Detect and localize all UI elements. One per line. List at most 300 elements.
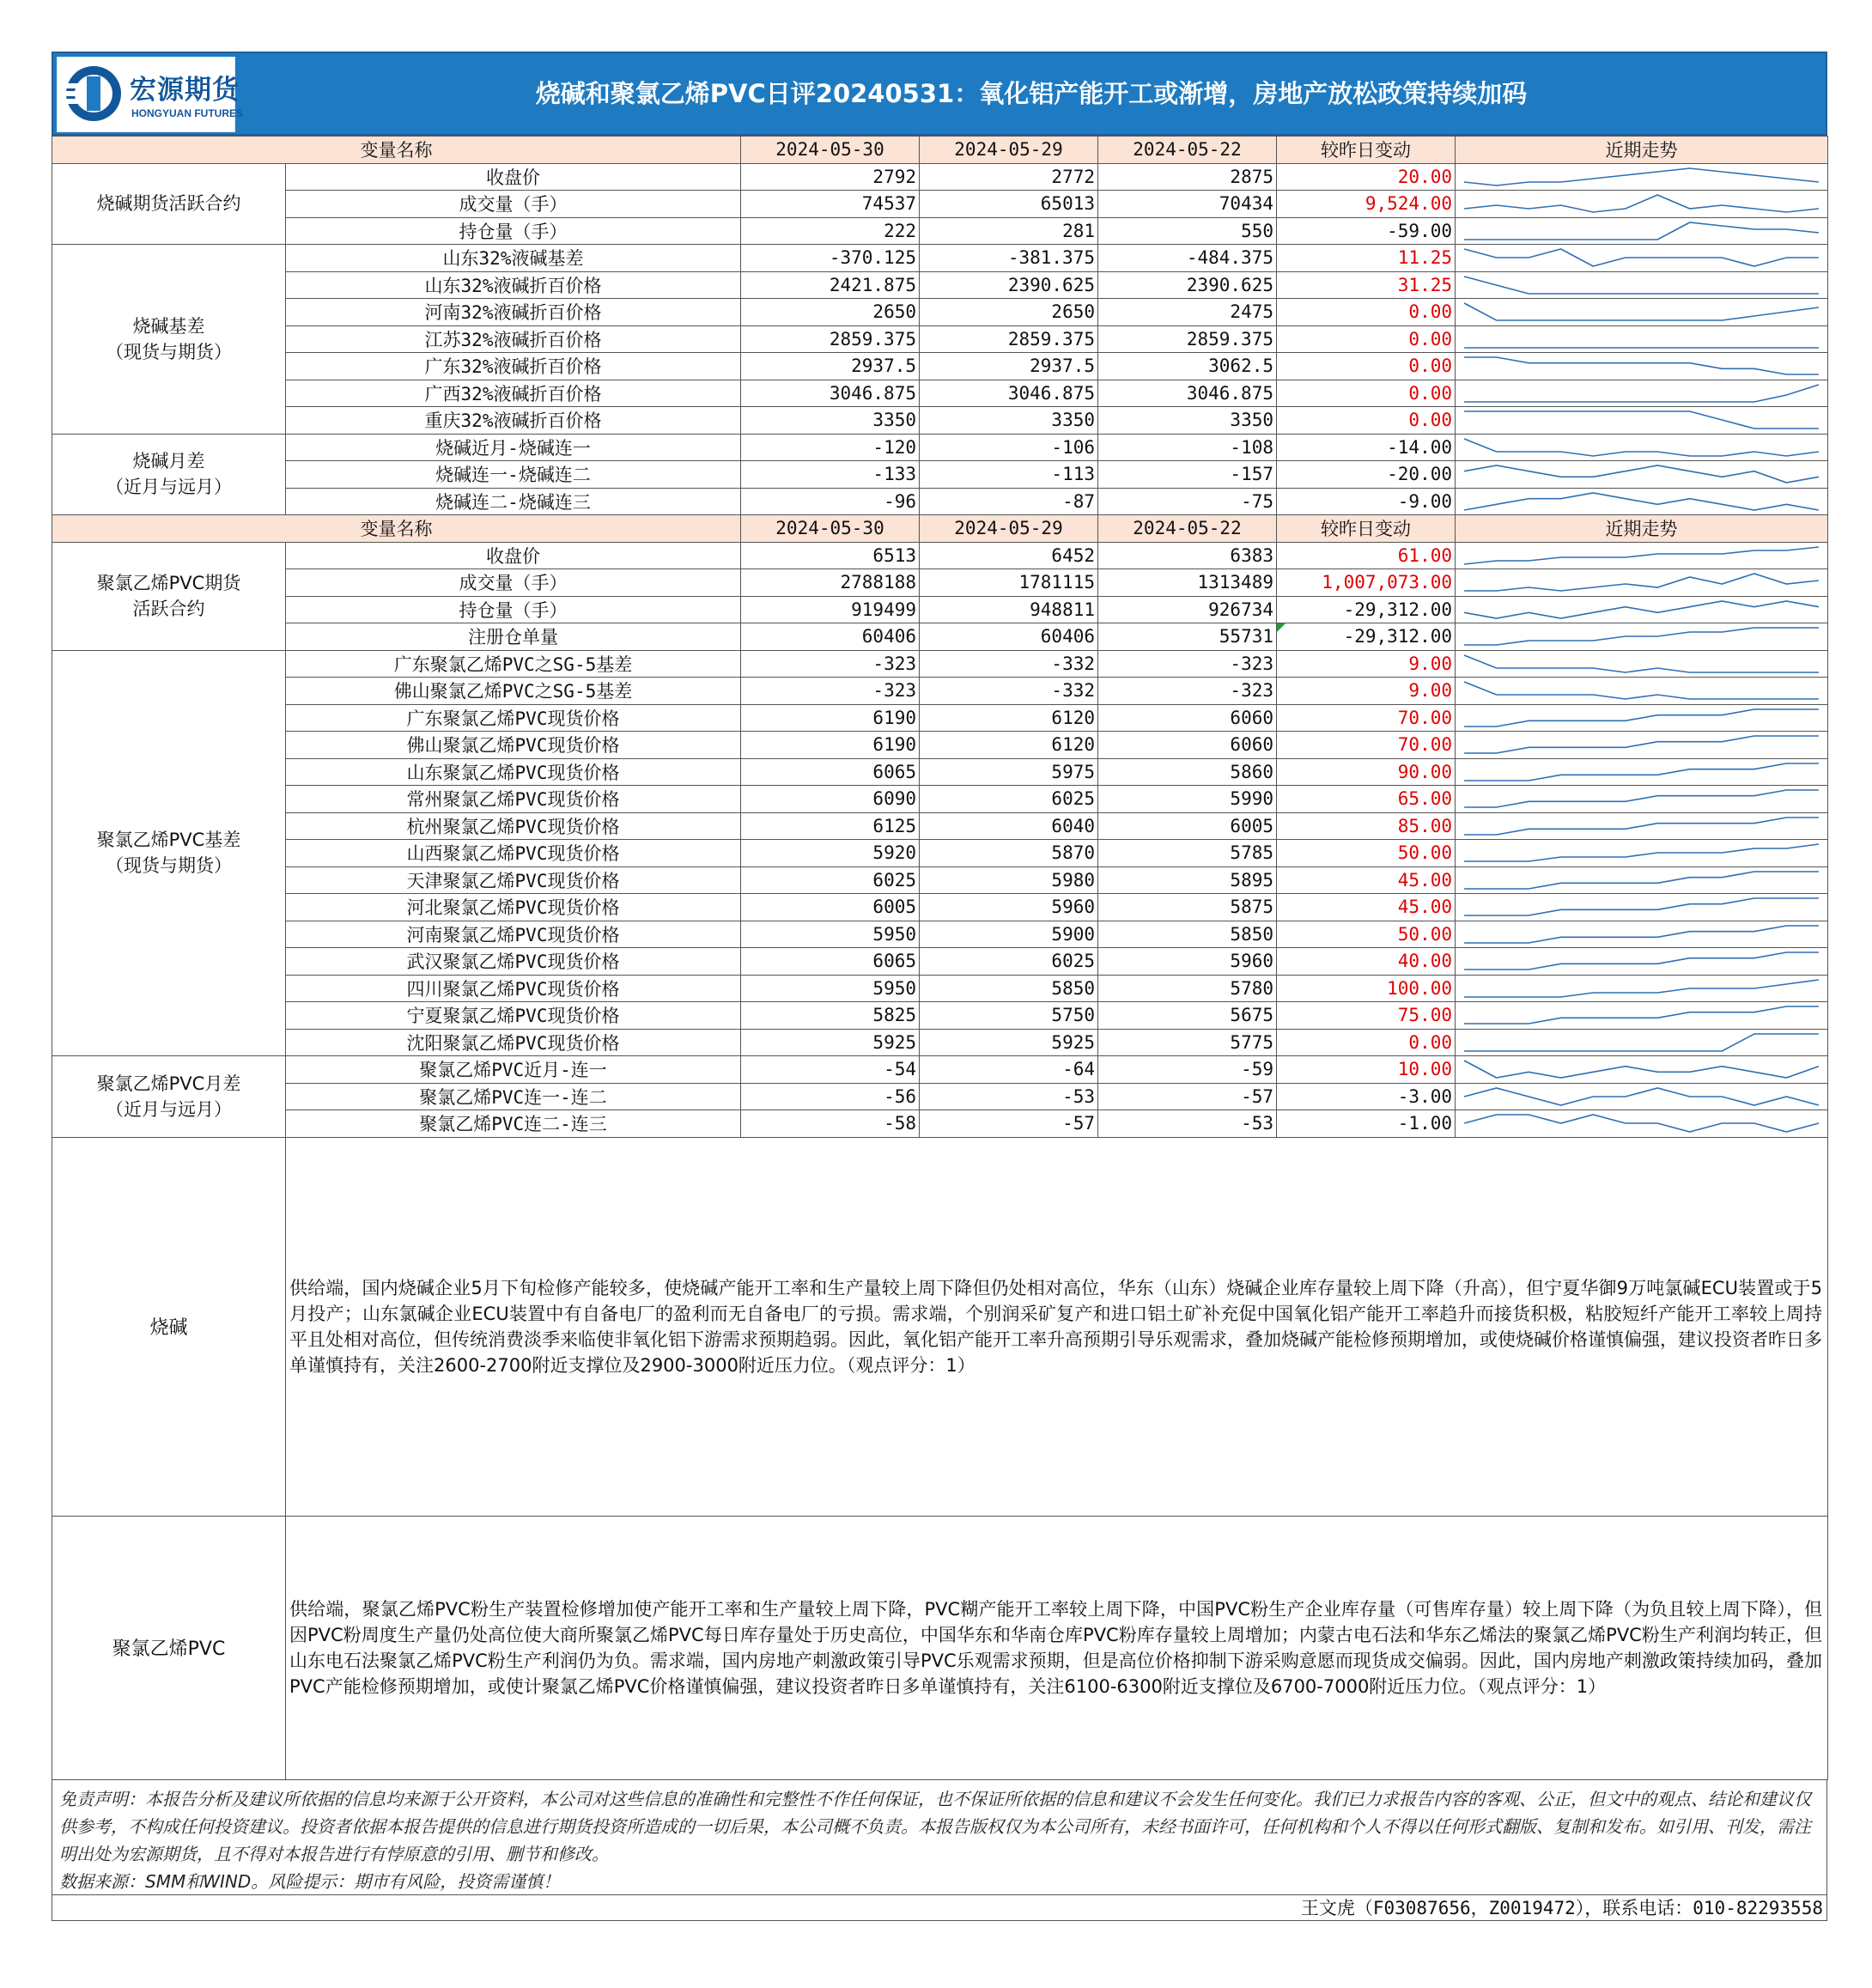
change-cell: 9,524.00 <box>1277 191 1456 218</box>
variable-name: 聚氯乙烯PVC连二-连三 <box>286 1110 741 1138</box>
header-date: 2024-05-30 <box>741 137 920 164</box>
variable-name: 武汉聚氯乙烯PVC现货价格 <box>286 948 741 976</box>
group-label-line: 聚氯乙烯PVC期货 <box>96 573 241 593</box>
variable-name: 宁夏聚氯乙烯PVC现货价格 <box>286 1002 741 1030</box>
sparkline-cell <box>1456 407 1828 435</box>
value-cell: 65013 <box>920 191 1098 218</box>
value-cell: 5950 <box>741 921 920 948</box>
table-row <box>52 704 1828 732</box>
value-cell: -108 <box>1098 434 1277 461</box>
variable-name: 持仓量（手） <box>286 217 741 245</box>
sparkline-cell <box>1456 1029 1828 1056</box>
value-cell: 3046.875 <box>920 380 1098 407</box>
value-cell: 5780 <box>1098 975 1277 1002</box>
table-row <box>52 921 1828 948</box>
sparkline <box>1459 624 1824 648</box>
variable-name: 广东聚氯乙烯PVC之SG-5基差 <box>286 650 741 678</box>
sparkline-cell <box>1456 1083 1828 1110</box>
value-cell: 6452 <box>920 542 1098 569</box>
group-label <box>52 1056 286 1138</box>
value-cell: -87 <box>920 488 1098 515</box>
header-date: 2024-05-29 <box>920 137 1098 164</box>
change-cell: 45.00 <box>1277 894 1456 921</box>
sparkline <box>1459 300 1824 324</box>
value-cell: 2792 <box>741 163 920 191</box>
sparkline-cell <box>1456 948 1828 976</box>
value-cell: 5870 <box>920 840 1098 867</box>
value-cell: -96 <box>741 488 920 515</box>
change-cell: -59.00 <box>1277 217 1456 245</box>
table-row <box>52 163 1828 191</box>
variable-name: 广东32%液碱折百价格 <box>286 353 741 380</box>
table-row <box>52 1029 1828 1056</box>
value-cell: 5925 <box>741 1029 920 1056</box>
value-cell: 5675 <box>1098 1002 1277 1030</box>
change-cell: 50.00 <box>1277 840 1456 867</box>
value-cell: 6120 <box>920 704 1098 732</box>
section-header-row <box>52 137 1828 164</box>
value-cell: 70434 <box>1098 191 1277 218</box>
value-cell: -157 <box>1098 461 1277 489</box>
sparkline-line <box>1464 682 1819 699</box>
value-cell: -56 <box>741 1083 920 1110</box>
table-row <box>52 217 1828 245</box>
sparkline-cell <box>1456 1056 1828 1084</box>
header-date: 2024-05-22 <box>1098 515 1277 543</box>
change-cell: 65.00 <box>1277 786 1456 813</box>
sparkline-line <box>1464 1006 1819 1024</box>
value-cell: 5950 <box>741 975 920 1002</box>
value-cell: 2475 <box>1098 299 1277 326</box>
value-cell: 3046.875 <box>741 380 920 407</box>
sparkline <box>1459 1003 1824 1027</box>
sparkline-cell <box>1456 840 1828 867</box>
value-cell: 948811 <box>920 596 1098 623</box>
value-cell: 1313489 <box>1098 569 1277 597</box>
table-row <box>52 434 1828 461</box>
report-title: 烧碱和聚氯乙烯PVC日评20240531：氧化铝产能开工或渐增，房地产放松政策持续加码 <box>535 79 1528 108</box>
change-cell: 0.00 <box>1277 407 1456 435</box>
variable-name: 沈阳聚氯乙烯PVC现货价格 <box>286 1029 741 1056</box>
sparkline-cell <box>1456 678 1828 705</box>
variable-name: 杭州聚氯乙烯PVC现货价格 <box>286 812 741 840</box>
table-row <box>52 461 1828 489</box>
value-cell: -323 <box>741 650 920 678</box>
sparkline-line <box>1464 411 1819 429</box>
sparkline-cell <box>1456 569 1828 597</box>
header-trend: 近期走势 <box>1456 515 1828 543</box>
sparkline-line <box>1464 952 1819 970</box>
sparkline-cell <box>1456 758 1828 786</box>
change-cell: 100.00 <box>1277 975 1456 1002</box>
header-date: 2024-05-30 <box>741 515 920 543</box>
value-cell: -370.125 <box>741 245 920 272</box>
sparkline-cell <box>1456 191 1828 218</box>
variable-name: 佛山聚氯乙烯PVC之SG-5基差 <box>286 678 741 705</box>
variable-name: 烧碱连二-烧碱连三 <box>286 488 741 515</box>
sparkline-line <box>1464 980 1819 997</box>
data-table <box>52 136 1828 1780</box>
value-cell: 6190 <box>741 704 920 732</box>
table-row <box>52 678 1828 705</box>
change-cell: 0.00 <box>1277 1029 1456 1056</box>
sparkline <box>1459 1030 1824 1055</box>
sparkline <box>1459 408 1824 432</box>
value-cell: 3046.875 <box>1098 380 1277 407</box>
sparkline-line <box>1464 898 1819 915</box>
comment-text: 供给端，国内烧碱企业5月下旬检修产能较多，使烧碱产能开工率和生产量较上周下降但仍处相对高位，华东（山东）烧碱企业库存量较上周下降（升高），但宁夏华御9万吨氯碱ECU装置或于5月投产；山东氯碱企业ECU装置中有自备电厂的盈利而无自备电厂的亏损。需求端，个别润采矿复产和进口铝土矿补充促中国氧化铝产能开工率趋升而接货积极，粘胶短纤产能开工率较上周持平且处相对高位，但传统消费淡季来临使非氧化铝下游需求预期趋弱。因此，氧化铝产能开工率升高预期引导乐观需求，叠加烧碱产能检修预期增加，或使烧碱价格谨慎偏强，建议投资者昨日多单谨慎持有，关注2600-2700附近支撑位及2900-3000附近压力位。（观点评分：1） <box>286 1137 1828 1516</box>
value-cell: 60406 <box>920 623 1098 651</box>
sparkline-cell <box>1456 163 1828 191</box>
sparkline-cell <box>1456 434 1828 461</box>
sparkline-line <box>1464 357 1819 374</box>
group-label <box>52 650 286 1056</box>
comment-row <box>52 1516 1828 1779</box>
variable-name: 成交量（手） <box>286 191 741 218</box>
sparkline <box>1459 868 1824 892</box>
report-sheet <box>52 52 1827 1921</box>
value-cell: 3062.5 <box>1098 353 1277 380</box>
sparkline <box>1459 976 1824 1000</box>
value-cell: 5900 <box>920 921 1098 948</box>
sparkline <box>1459 1057 1824 1081</box>
table-row <box>52 1056 1828 1084</box>
change-cell: -9.00 <box>1277 488 1456 515</box>
value-cell: -484.375 <box>1098 245 1277 272</box>
variable-name: 聚氯乙烯PVC连一-连二 <box>286 1083 741 1110</box>
sparkline <box>1459 787 1824 811</box>
group-label-line: （近月与远月） <box>106 1098 232 1120</box>
comment-text: 供给端，聚氯乙烯PVC粉生产装置检修增加使产能开工率和生产量较上周下降，PVC糊产能开工率较上周下降，中国PVC粉生产企业库存量（可售库存量）较上周下降（为负且较上周下降），但因PVC粉周度生产量仍处高位使大商所聚氯乙烯PVC每日库存量处于历史高位，中国华东和华南仓库PVC粉库存量较上周增加；内蒙古电石法和华东乙烯法的聚氯乙烯PVC粉生产利润均转正，但山东电石法聚氯乙烯PVC粉生产利润仍为负。需求端，国内房地产刺激政策引导PVC乐观需求预期，但是高位价格抑制下游采购意愿而现货成交偏弱。因此，国内房地产刺激政策持续加码，叠加PVC产能检修预期增加，或使计聚氯乙烯PVC价格谨慎偏强，建议投资者昨日多单谨慎持有，关注6100-6300附近支撑位及6700-7000附近压力位。（观点评分：1） <box>286 1516 1828 1779</box>
sparkline-cell <box>1456 325 1828 353</box>
table-row <box>52 542 1828 569</box>
value-cell: 5750 <box>920 1002 1098 1030</box>
logo-name-en: HONGYUAN FUTURES <box>131 107 244 119</box>
value-cell: 6040 <box>920 812 1098 840</box>
change-cell: 45.00 <box>1277 866 1456 894</box>
sparkline-cell <box>1456 921 1828 948</box>
change-cell: 75.00 <box>1277 1002 1456 1030</box>
change-cell: 10.00 <box>1277 1056 1456 1084</box>
sparkline-cell <box>1456 623 1828 651</box>
group-label <box>52 434 286 515</box>
value-cell: 926734 <box>1098 596 1277 623</box>
value-cell: 5960 <box>1098 948 1277 976</box>
change-cell: -29,312.00 <box>1277 596 1456 623</box>
change-cell: 31.25 <box>1277 271 1456 299</box>
group-label <box>52 163 286 245</box>
table-row <box>52 569 1828 597</box>
value-cell: 2788188 <box>741 569 920 597</box>
sparkline-line <box>1464 1061 1819 1078</box>
group-label-line: 聚氯乙烯PVC月差 <box>96 1073 241 1094</box>
change-cell: 0.00 <box>1277 325 1456 353</box>
variable-name: 山东聚氯乙烯PVC现货价格 <box>286 758 741 786</box>
sparkline-cell <box>1456 1002 1828 1030</box>
sparkline-cell <box>1456 650 1828 678</box>
value-cell: 6005 <box>741 894 920 921</box>
header-variable-name: 变量名称 <box>52 515 741 543</box>
table-row <box>52 380 1828 407</box>
value-cell: 2937.5 <box>741 353 920 380</box>
group-label-line: （近月与远月） <box>106 477 232 498</box>
value-cell: 6065 <box>741 758 920 786</box>
value-cell: -54 <box>741 1056 920 1084</box>
change-cell: 0.00 <box>1277 353 1456 380</box>
variable-name: 持仓量（手） <box>286 596 741 623</box>
table-row <box>52 812 1828 840</box>
sparkline-line <box>1464 547 1819 564</box>
table-row <box>52 1002 1828 1030</box>
sparkline-cell <box>1456 271 1828 299</box>
sparkline <box>1459 354 1824 378</box>
value-cell: 5920 <box>741 840 920 867</box>
sparkline-cell <box>1456 542 1828 569</box>
sparkline <box>1459 219 1824 243</box>
value-cell: -381.375 <box>920 245 1098 272</box>
value-cell: 6060 <box>1098 732 1277 759</box>
value-cell: 6025 <box>741 866 920 894</box>
value-cell: 6090 <box>741 786 920 813</box>
sparkline-line <box>1464 195 1819 212</box>
value-cell: -53 <box>920 1083 1098 1110</box>
sparkline-cell <box>1456 461 1828 489</box>
value-cell: 2859.375 <box>741 325 920 353</box>
sparkline-line <box>1464 1034 1819 1051</box>
value-cell: 2421.875 <box>741 271 920 299</box>
sparkline-cell <box>1456 596 1828 623</box>
sparkline-line <box>1464 303 1819 320</box>
value-cell: 5850 <box>920 975 1098 1002</box>
value-cell: 6190 <box>741 732 920 759</box>
sparkline-line <box>1464 709 1819 727</box>
sparkline-cell <box>1456 245 1828 272</box>
sparkline-line <box>1464 574 1819 591</box>
value-cell: -323 <box>741 678 920 705</box>
sparkline-line <box>1464 818 1819 835</box>
header-date: 2024-05-29 <box>920 515 1098 543</box>
variable-name: 山西聚氯乙烯PVC现货价格 <box>286 840 741 867</box>
change-cell: 70.00 <box>1277 732 1456 759</box>
sparkline-line <box>1464 790 1819 807</box>
value-cell: 2772 <box>920 163 1098 191</box>
table-row <box>52 245 1828 272</box>
table-row <box>52 840 1828 867</box>
group-label <box>52 542 286 650</box>
variable-name: 河南聚氯乙烯PVC现货价格 <box>286 921 741 948</box>
disclaimer-text: 免责声明：本报告分析及建议所依据的信息均来源于公开资料，本公司对这些信息的准确性和完整性不作任何保证，也不保证所依据的信息和建议不会发生任何变化。我们已力求报告内容的客观、公正，但文中的观点、结论和建议仅供参考，不构成任何投资建议。投资者依据本报告提供的信息进行期货投资所造成的一切后果，本公司概不负责。本报告版权仅为本公司所有，未经书面许可，任何机构和个人不得以任何形式翻版、复制和发布。如引用、刊发，需注明出处为宏源期货，且不得对本报告进行有悖原意的引用、删节和修改。 <box>59 1788 1811 1864</box>
sparkline <box>1459 462 1824 486</box>
value-cell: 5990 <box>1098 786 1277 813</box>
table-row <box>52 894 1828 921</box>
variable-name: 常州聚氯乙烯PVC现货价格 <box>286 786 741 813</box>
sparkline <box>1459 598 1824 622</box>
value-cell: 5895 <box>1098 866 1277 894</box>
value-cell: 60406 <box>741 623 920 651</box>
sparkline-line <box>1464 168 1819 185</box>
variable-name: 佛山聚氯乙烯PVC现货价格 <box>286 732 741 759</box>
change-cell: 70.00 <box>1277 704 1456 732</box>
value-cell: 6513 <box>741 542 920 569</box>
table-row <box>52 786 1828 813</box>
value-cell: -113 <box>920 461 1098 489</box>
change-cell: 40.00 <box>1277 948 1456 976</box>
sparkline <box>1459 895 1824 919</box>
sparkline <box>1459 435 1824 459</box>
value-cell: -106 <box>920 434 1098 461</box>
value-cell: 6125 <box>741 812 920 840</box>
data-source-text: 数据来源：SMM和WIND。风险提示：期市有风险，投资需谨慎！ <box>59 1870 561 1892</box>
sparkline-line <box>1464 655 1819 672</box>
value-cell: 5975 <box>920 758 1098 786</box>
table-row <box>52 271 1828 299</box>
sparkline <box>1459 327 1824 351</box>
change-cell: -3.00 <box>1277 1083 1456 1110</box>
value-cell: 281 <box>920 217 1098 245</box>
header-change: 较昨日变动 <box>1277 137 1456 164</box>
value-cell: 2937.5 <box>920 353 1098 380</box>
sparkline <box>1459 922 1824 946</box>
value-cell: 2875 <box>1098 163 1277 191</box>
value-cell: 6025 <box>920 786 1098 813</box>
value-cell: 5785 <box>1098 840 1277 867</box>
value-cell: -323 <box>1098 678 1277 705</box>
change-cell: 9.00 <box>1277 678 1456 705</box>
sparkline-cell <box>1456 732 1828 759</box>
group-label-line: （现货与期货） <box>106 855 232 877</box>
value-cell: 5860 <box>1098 758 1277 786</box>
value-cell: 6120 <box>920 732 1098 759</box>
table-row <box>52 1110 1828 1138</box>
variable-name: 烧碱连一-烧碱连二 <box>286 461 741 489</box>
sparkline-line <box>1464 249 1819 266</box>
value-cell: 3350 <box>1098 407 1277 435</box>
sparkline-cell <box>1456 894 1828 921</box>
change-cell: 90.00 <box>1277 758 1456 786</box>
sparkline-line <box>1464 493 1819 510</box>
table-row <box>52 758 1828 786</box>
value-cell: 5775 <box>1098 1029 1277 1056</box>
sparkline-line <box>1464 844 1819 861</box>
sparkline <box>1459 1085 1824 1109</box>
table-row <box>52 325 1828 353</box>
sparkline-cell <box>1456 704 1828 732</box>
value-cell: -332 <box>920 678 1098 705</box>
sparkline <box>1459 706 1824 730</box>
value-cell: 6383 <box>1098 542 1277 569</box>
sparkline-cell <box>1456 299 1828 326</box>
sparkline <box>1459 652 1824 676</box>
value-cell: 2859.375 <box>920 325 1098 353</box>
sparkline <box>1459 489 1824 514</box>
header-trend: 近期走势 <box>1456 137 1828 164</box>
value-cell: 5925 <box>920 1029 1098 1056</box>
sparkline <box>1459 570 1824 594</box>
value-cell: 5980 <box>920 866 1098 894</box>
change-cell: -1.00 <box>1277 1110 1456 1138</box>
table-row <box>52 1083 1828 1110</box>
sparkline <box>1459 760 1824 784</box>
sparkline-line <box>1464 385 1819 402</box>
sparkline-line <box>1464 222 1819 240</box>
value-cell: -57 <box>920 1110 1098 1138</box>
sparkline <box>1459 814 1824 838</box>
table-row <box>52 975 1828 1002</box>
sparkline-cell <box>1456 866 1828 894</box>
change-cell: -20.00 <box>1277 461 1456 489</box>
sparkline-cell <box>1456 1110 1828 1138</box>
sparkline-line <box>1464 1115 1819 1132</box>
value-cell: 2650 <box>741 299 920 326</box>
sparkline-cell <box>1456 975 1828 1002</box>
value-cell: 74537 <box>741 191 920 218</box>
sparkline-cell <box>1456 786 1828 813</box>
table-row <box>52 191 1828 218</box>
value-cell: 5960 <box>920 894 1098 921</box>
value-cell: 3350 <box>741 407 920 435</box>
sparkline-line <box>1464 601 1819 618</box>
variable-name: 江苏32%液碱折百价格 <box>286 325 741 353</box>
value-cell: 6025 <box>920 948 1098 976</box>
variable-name: 收盘价 <box>286 163 741 191</box>
table-row <box>52 866 1828 894</box>
table-row <box>52 488 1828 515</box>
sparkline-line <box>1464 465 1819 483</box>
change-cell: 61.00 <box>1277 542 1456 569</box>
header-variable-name: 变量名称 <box>52 137 741 164</box>
change-cell: 50.00 <box>1277 921 1456 948</box>
value-cell: 2859.375 <box>1098 325 1277 353</box>
variable-name: 山东32%液碱基差 <box>286 245 741 272</box>
change-cell: -29,312.00 <box>1277 623 1456 651</box>
comment-label: 聚氯乙烯PVC <box>52 1516 286 1779</box>
sparkline <box>1459 192 1824 216</box>
change-cell: 0.00 <box>1277 299 1456 326</box>
variable-name: 收盘价 <box>286 542 741 569</box>
value-cell: -57 <box>1098 1083 1277 1110</box>
sparkline <box>1459 544 1824 568</box>
variable-name: 河北聚氯乙烯PVC现货价格 <box>286 894 741 921</box>
group-label-line: 聚氯乙烯PVC基差 <box>96 830 241 851</box>
table-row <box>52 353 1828 380</box>
sparkline-line <box>1464 872 1819 889</box>
change-cell: 85.00 <box>1277 812 1456 840</box>
value-cell: 1781115 <box>920 569 1098 597</box>
value-cell: 3350 <box>920 407 1098 435</box>
variable-name: 广东聚氯乙烯PVC现货价格 <box>286 704 741 732</box>
group-label <box>52 245 286 435</box>
group-label-line: 烧碱月差 <box>132 451 205 472</box>
value-cell: -53 <box>1098 1110 1277 1138</box>
sparkline <box>1459 949 1824 973</box>
sparkline <box>1459 841 1824 865</box>
group-label-line: 活跃合约 <box>132 599 205 619</box>
group-label-line: 烧碱基差 <box>132 315 205 337</box>
sparkline-cell <box>1456 380 1828 407</box>
value-cell: -59 <box>1098 1056 1277 1084</box>
section-header-row <box>52 515 1828 543</box>
value-cell: 5875 <box>1098 894 1277 921</box>
variable-name: 四川聚氯乙烯PVC现货价格 <box>286 975 741 1002</box>
header-change: 较昨日变动 <box>1277 515 1456 543</box>
variable-name: 天津聚氯乙烯PVC现货价格 <box>286 866 741 894</box>
value-cell: 2390.625 <box>920 271 1098 299</box>
value-cell: 550 <box>1098 217 1277 245</box>
table-row <box>52 650 1828 678</box>
variable-name: 山东32%液碱折百价格 <box>286 271 741 299</box>
variable-name: 广西32%液碱折百价格 <box>286 380 741 407</box>
sparkline-cell <box>1456 353 1828 380</box>
